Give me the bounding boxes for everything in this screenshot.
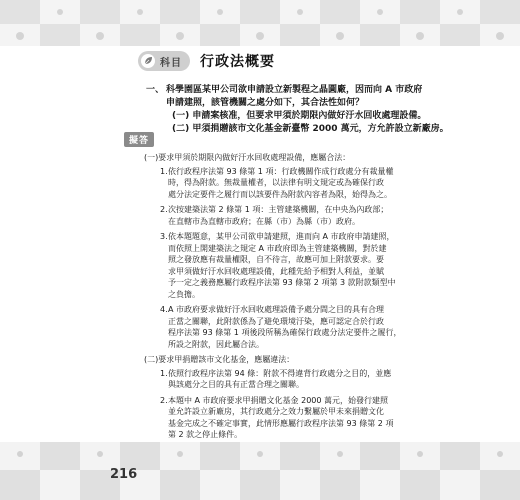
leaf-icon — [141, 54, 155, 68]
item-line: 之負擔。 — [168, 289, 200, 299]
answer-item — [144, 368, 484, 391]
item-line: 正當之關聯，此附款係為了避免環境汙染，應可認定合於行政 — [168, 316, 384, 326]
chapter-header — [138, 50, 275, 72]
subject-badge-label: 科目 — [160, 57, 182, 69]
question-sub-item: (二) 甲須捐贈該市文化基金新臺幣 2000 萬元，方允許設立新廠房。 — [172, 124, 449, 134]
item-line: 依本題題意，某甲公司欲申請建照，進而向 A 市政府申請建照， — [168, 232, 395, 241]
answer-item — [144, 166, 484, 201]
item-line: 與該處分之目的具有正當合理之關聯。 — [168, 380, 304, 389]
item-number: 4. — [160, 305, 168, 314]
section-title: (二)要求甲捐贈該市文化基金，應屬違法： — [144, 355, 295, 364]
item-number: 3. — [160, 232, 168, 241]
item-line: 依照行政程序法第 94 條：附款不得違背行政處分之目的，並應 — [168, 368, 392, 378]
answer-item — [144, 231, 484, 300]
item-line: A 市政府要求做好汙水回收處理設備予處分間之目的具有合理 — [168, 305, 385, 314]
item-line: 基金完成之不確定事實，此情形應屬行政程序法第 93 條第 2 項 — [168, 418, 394, 428]
item-number: 1. — [160, 368, 168, 378]
item-line: 處分法定要件之履行而以該要件為附款內容者為限，始得為之。 — [168, 189, 392, 199]
question-sub-item: (一) 申請案核准，但要求甲須於期限內做好汙水回收處理設備。 — [172, 111, 427, 121]
question-block — [146, 84, 516, 136]
item-number: 1. — [160, 166, 168, 176]
answer-item — [144, 395, 484, 441]
item-line: 予一定之義務應屬行政程序法第 93 條第 2 項第 3 款附款類型中 — [168, 278, 396, 287]
item-line: 而依照上開建築法之規定 A 市政府即為主管建築機關，對於建 — [168, 243, 387, 253]
item-line: 第 2 款之停止條件。 — [168, 430, 243, 439]
answer-body — [144, 152, 484, 445]
item-line: 求甲須做好汙水回收處理設備，此種先給予相對人利益，並賦 — [168, 266, 384, 276]
section-title: (一)要求甲須於期限內做好汙水回收處理設備，應屬合法： — [144, 153, 351, 162]
page-number: 216 — [110, 467, 138, 482]
item-line: 在直轄市為直轄市政府；在縣（市）為縣（市）政府。 — [168, 216, 360, 226]
answer-item — [144, 204, 484, 227]
subject-badge — [138, 51, 190, 71]
item-line: 照之發放應有裁量權限，自不待言，故應可加上附款要求。要 — [168, 255, 384, 264]
item-number: 2. — [160, 395, 168, 405]
item-line: 並允許設立新廠房，其行政處分之效力繫屬於甲未來捐贈文化 — [168, 407, 384, 416]
item-line: 時，得為附款。無裁量權者，以法律有明文規定或為確保行政 — [168, 178, 384, 187]
answer-label: 擬答 — [124, 132, 154, 147]
item-number: 2. — [160, 205, 168, 214]
question-line: 申請建照，該管機關之處分如下，其合法性如何？ — [166, 98, 365, 108]
item-line: 本題中 A 市政府要求甲捐贈文化基金 2000 萬元，始發行建照 — [168, 395, 389, 405]
question-number: 一、 — [146, 85, 165, 95]
page-title: 行政法概要 — [200, 54, 275, 70]
item-line: 程序法第 93 條第 1 項後段所稱為確保行政處分法定要件之履行， — [168, 328, 402, 337]
item-line: 次按建築法第 2 條第 1 項：主管建築機關，在中央為內政部； — [168, 205, 389, 214]
question-line: 科學園區某甲公司欲申請設立新製程之晶圓廠，因而向 A 市政府 — [166, 85, 423, 95]
item-line: 依行政程序法第 93 條第 1 項：行政機關作成行政處分有裁量權 — [168, 166, 394, 176]
item-line: 所設之附款，因此屬合法。 — [168, 339, 264, 349]
answer-item — [144, 304, 484, 350]
